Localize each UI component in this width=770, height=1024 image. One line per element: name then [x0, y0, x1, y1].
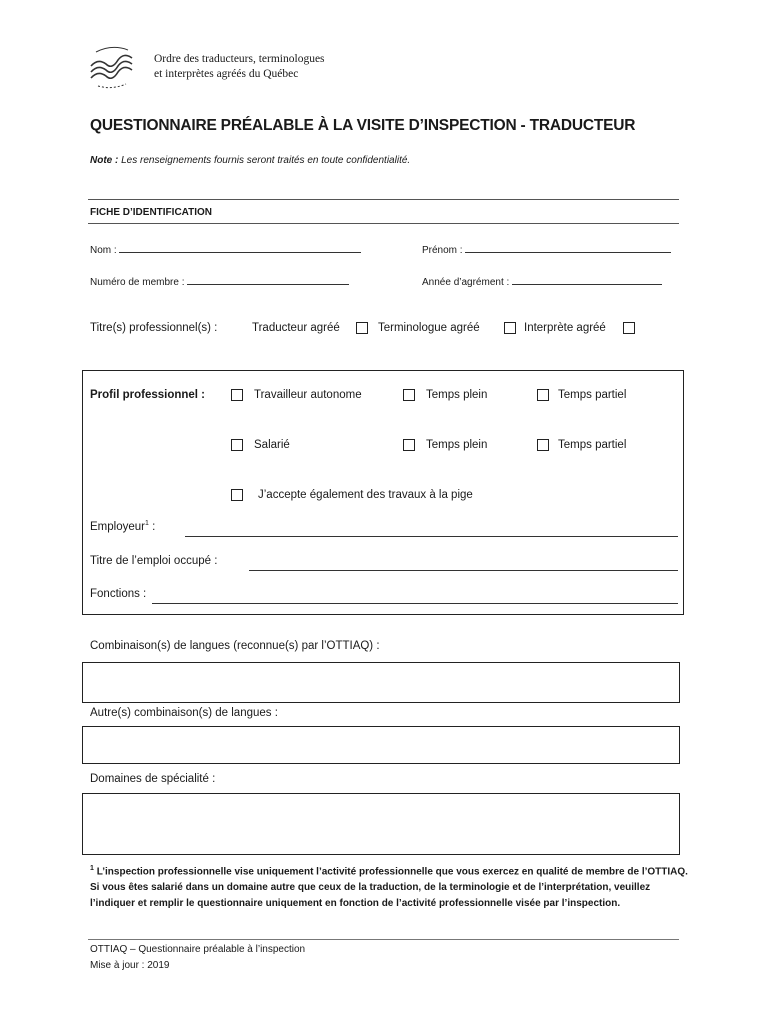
org-line-2: et interprètes agréés du Québec	[154, 68, 299, 80]
footnote	[90, 861, 690, 912]
prenom-label: Prénom :	[422, 245, 463, 256]
note-text: Les renseignements fournis seront traités en toute confidentialité.	[121, 155, 411, 166]
annee-field[interactable]	[422, 274, 662, 288]
temps-partiel-2-checkbox[interactable]	[537, 439, 549, 451]
prenom-input-line[interactable]	[465, 242, 671, 253]
footer-rule	[88, 939, 679, 940]
footnote-marker: 1	[90, 865, 94, 872]
titre-emploi-label: Titre de l’emploi occupé :	[90, 555, 218, 567]
fiche-heading: FICHE D’IDENTIFICATION	[90, 207, 213, 218]
prenom-field[interactable]	[422, 242, 671, 256]
employeur-label	[90, 521, 155, 533]
titre-terminologue-checkbox[interactable]	[504, 322, 516, 334]
footer-line-1: OTTIAQ – Questionnaire préalable à l’inspection	[90, 944, 306, 955]
titre-emploi-input-line[interactable]	[249, 560, 678, 571]
salarie-checkbox[interactable]	[231, 439, 243, 451]
numero-field[interactable]	[90, 274, 349, 288]
annee-label: Année d’agrément :	[422, 277, 510, 288]
titre-traducteur-checkbox[interactable]	[356, 322, 368, 334]
temps-plein-1-label: Temps plein	[426, 389, 488, 401]
footer	[90, 942, 305, 974]
combinaisons-input-box[interactable]	[82, 662, 680, 703]
temps-partiel-2-label: Temps partiel	[558, 439, 627, 451]
titre-interprete-label: Interprète agréé	[524, 322, 606, 334]
autres-label: Autre(s) combinaison(s) de langues :	[90, 707, 278, 719]
nom-label: Nom :	[90, 245, 117, 256]
titres-label: Titre(s) professionnel(s) :	[90, 322, 218, 334]
temps-partiel-1-checkbox[interactable]	[537, 389, 549, 401]
temps-partiel-1-label: Temps partiel	[558, 389, 627, 401]
org-name	[154, 52, 325, 82]
rule-top	[88, 199, 679, 200]
numero-label: Numéro de membre :	[90, 277, 185, 288]
page-title: QUESTIONNAIRE PRÉALABLE À LA VISITE D’INSPECTION - TRADUCTEUR	[90, 117, 636, 134]
employeur-input-line[interactable]	[185, 526, 678, 537]
annee-input-line[interactable]	[512, 274, 662, 285]
employeur-text: Employeur	[90, 521, 145, 533]
pige-checkbox[interactable]	[231, 489, 243, 501]
salarie-label: Salarié	[254, 439, 290, 451]
titre-terminologue-label: Terminologue agréé	[378, 322, 480, 334]
employeur-colon: :	[148, 521, 156, 533]
autres-input-box[interactable]	[82, 726, 680, 764]
domaines-label: Domaines de spécialité :	[90, 773, 216, 785]
fonctions-input-line[interactable]	[152, 593, 678, 604]
footnote-text: L’inspection professionnelle vise uniquement l’activité professionnelle que vous exercez en qualité de membre de l’OTTIAQ. Si vous êtes salarié dans un domaine autre que ceux de la traduction, de la terminologie et de l’interprétation, veuillez l’indiquer et remplir le questionnaire uniquement en fonction de l’activité professionnelle visée par l’inspection.	[90, 866, 688, 910]
autonome-checkbox[interactable]	[231, 389, 243, 401]
confidentiality-note	[90, 155, 410, 166]
temps-plein-2-label: Temps plein	[426, 439, 488, 451]
ottiaq-logo	[88, 42, 138, 90]
profil-label: Profil professionnel :	[90, 389, 206, 401]
temps-plein-2-checkbox[interactable]	[403, 439, 415, 451]
titre-interprete-checkbox[interactable]	[623, 322, 635, 334]
org-line-1: Ordre des traducteurs, terminologues	[154, 53, 325, 65]
footer-line-2: Mise à jour : 2019	[90, 960, 170, 971]
titre-traducteur-label: Traducteur agréé	[252, 322, 340, 334]
combinaisons-label: Combinaison(s) de langues (reconnue(s) par l’OTTIAQ) :	[90, 640, 380, 652]
rule-fiche	[88, 223, 679, 224]
domaines-input-box[interactable]	[82, 793, 680, 855]
fonctions-label: Fonctions :	[90, 588, 147, 600]
nom-input-line[interactable]	[119, 242, 361, 253]
employeur-footnote-ref: 1	[144, 520, 149, 528]
numero-input-line[interactable]	[187, 274, 349, 285]
note-label: Note :	[90, 155, 119, 166]
pige-label: J’accepte également des travaux à la pige	[258, 489, 473, 501]
temps-plein-1-checkbox[interactable]	[403, 389, 415, 401]
nom-field[interactable]	[90, 242, 361, 256]
autonome-label: Travailleur autonome	[254, 389, 362, 401]
